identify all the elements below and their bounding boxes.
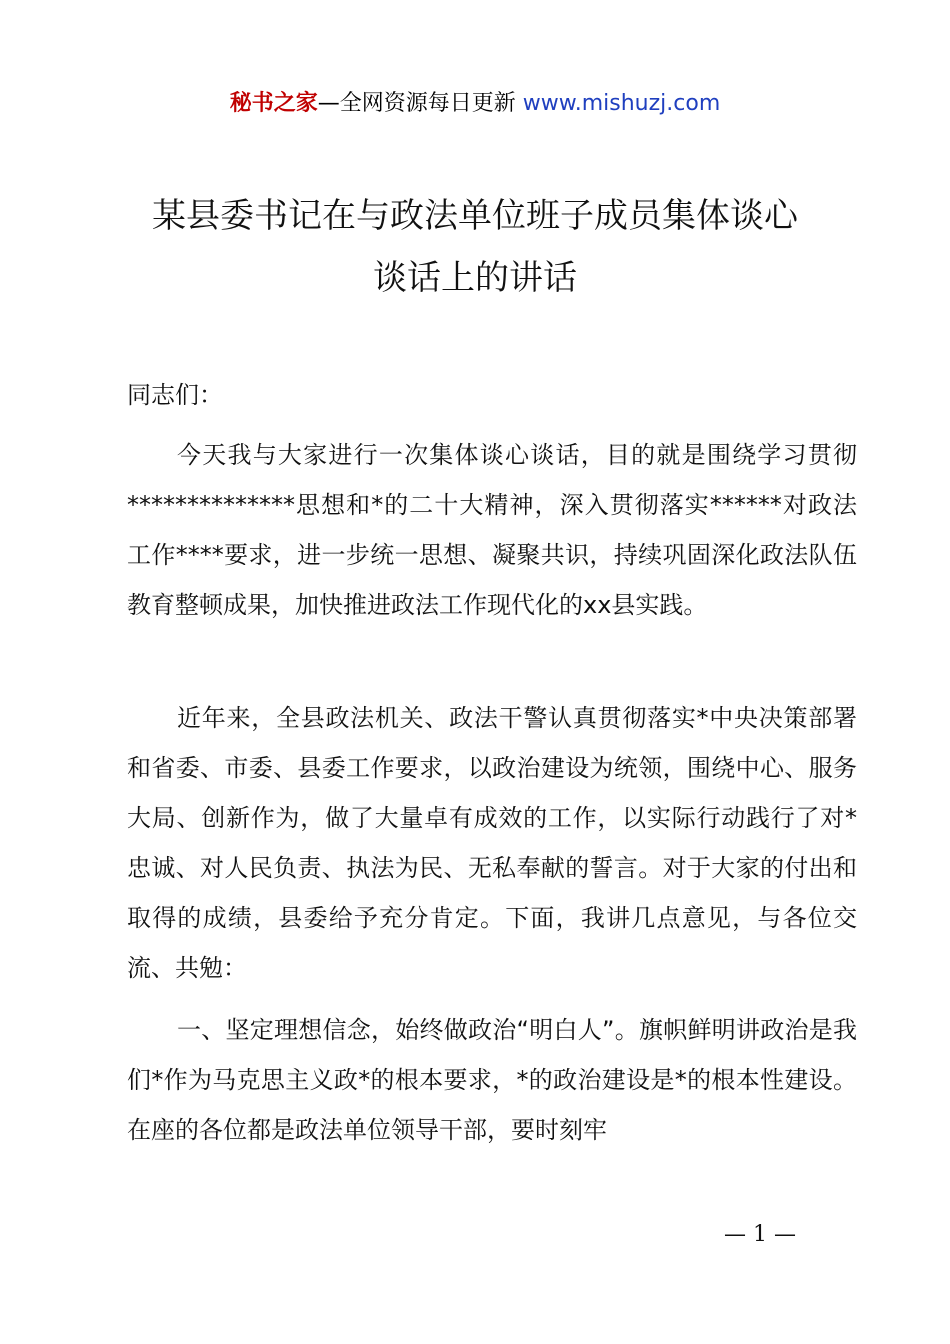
site-header bbox=[0, 86, 950, 122]
greeting: 同志们： bbox=[127, 381, 223, 409]
paragraph-2: 近年来，全县政法机关、政法干警认真贯彻落实*中央决策部署和省委、市委、县委工作要求，以政治建设为统领，围绕中心、服务大局、创新作为，做了大量卓有成效的工作，以实际行动践行了对*忠诚、对人民负责、执法为民、无私奉献的誓言。对于大家的付出和取得的成绩，县委给予充分肯定。下面，我讲几点意见，与各位交流、共勉： bbox=[127, 704, 857, 982]
paragraph-1: 今天我与大家进行一次集体谈心谈话，目的就是围绕学习贯彻**************思想和*的二十大精神，深入贯彻落实******对政法工作****要求，进一步统一思想、凝聚共识，持续巩固深化政法队伍教育整顿成果，加快推进政法工作现代化的xx县实践。 bbox=[127, 441, 857, 619]
site-slogan: —全网资源每日更新 bbox=[317, 91, 523, 116]
site-url-link[interactable]: www.mishuzj.com bbox=[522, 91, 721, 116]
paragraph-3: 一、坚定理想信念，始终做政治“明白人”。旗帜鲜明讲政治是我们*作为马克思主义政*的根本要求，*的政治建设是*的根本性建设。在座的各位都是政法单位领导干部，要时刻牢 bbox=[127, 1016, 857, 1144]
page-number: — 1 — bbox=[724, 1222, 796, 1247]
document-title-line-1: 某县委书记在与政法单位班子成员集体谈心 bbox=[152, 196, 798, 236]
document-title-line-2: 谈话上的讲话 bbox=[373, 258, 577, 298]
site-name: 秘书之家 bbox=[229, 91, 318, 116]
